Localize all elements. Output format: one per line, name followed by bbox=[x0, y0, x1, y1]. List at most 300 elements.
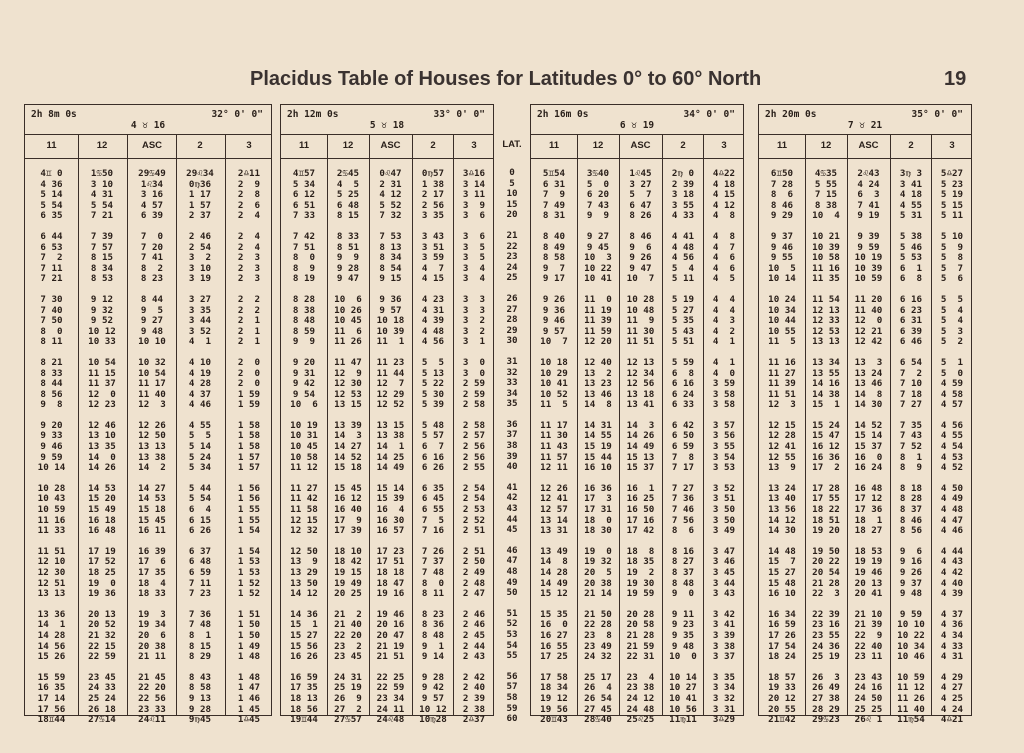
row-group bbox=[531, 169, 743, 222]
table-cell: 16 26 bbox=[290, 651, 318, 663]
table-cell: 1 53 bbox=[237, 567, 261, 578]
table-cell: 17 36 bbox=[854, 504, 883, 516]
table-cell: 11 58 bbox=[290, 504, 318, 516]
table-cell: 6 31 bbox=[899, 315, 923, 327]
table-cell: 3 43 bbox=[421, 230, 445, 242]
table-cell: 6 48 bbox=[188, 556, 212, 568]
table-cell: 5 8 bbox=[940, 252, 964, 264]
midheaven-sign: 7 ♉ 21 bbox=[847, 120, 883, 131]
table-cell: 4 5 bbox=[712, 273, 736, 285]
latitude-value: 46 bbox=[506, 544, 518, 556]
table-cell: 21 39 bbox=[854, 619, 883, 631]
table-row bbox=[531, 652, 743, 663]
table-cell: 5 19 bbox=[940, 189, 964, 201]
table-cell: 9 47 bbox=[629, 262, 652, 274]
table-cell: 26 54 bbox=[584, 692, 612, 704]
table-cell: 6 8 bbox=[671, 367, 695, 379]
table-cell: 9 26 bbox=[629, 252, 652, 264]
table-cell: 14 8 bbox=[584, 399, 612, 411]
table-cell: 16 27 bbox=[540, 629, 568, 641]
table-cell: 16 55 bbox=[540, 640, 568, 652]
table-cell: 16 57 bbox=[376, 525, 405, 537]
table-cell: 17 31 bbox=[584, 504, 612, 516]
table-cell: 12 50 bbox=[290, 545, 318, 557]
table-cell: 2 59 bbox=[462, 388, 486, 400]
table-row bbox=[759, 232, 971, 243]
table-cell: 13 56 bbox=[768, 504, 796, 516]
table-cell: 2 50 bbox=[462, 556, 486, 568]
table-row bbox=[281, 274, 493, 285]
table-row bbox=[25, 274, 271, 285]
table-cell: 17 35 bbox=[138, 567, 166, 578]
table-cell: 4 36 bbox=[940, 619, 964, 631]
table-cell: 8 15 bbox=[188, 640, 212, 652]
table-row bbox=[281, 169, 493, 180]
table-cell: 27 38 bbox=[812, 692, 840, 704]
table-cell: 7 51 bbox=[292, 241, 316, 253]
latitude-value: 30 bbox=[506, 335, 518, 347]
table-cell: 5♎27 bbox=[940, 168, 964, 179]
table-cell: 23 45 bbox=[334, 651, 362, 663]
table-cell: 11 54 bbox=[812, 293, 840, 305]
table-cell: 9 13 bbox=[188, 692, 212, 704]
table-cell: 14 49 bbox=[376, 462, 405, 474]
table-cell: 1 52 bbox=[237, 577, 261, 589]
table-cell: 8 49 bbox=[542, 241, 566, 253]
table-cell: 18 25 bbox=[88, 567, 116, 578]
table-cell: 17 56 bbox=[37, 703, 66, 715]
table-cell: 3 9 bbox=[462, 199, 486, 211]
table-cell: 14 28 bbox=[540, 567, 568, 578]
table-cell: 10 41 bbox=[584, 273, 612, 285]
table-cell: 20 38 bbox=[138, 640, 166, 652]
table-cell: 8 48 bbox=[292, 315, 316, 327]
table-cell: 10 12 bbox=[419, 703, 447, 715]
table-cell: 15 45 bbox=[138, 514, 166, 526]
latitude-value: 40 bbox=[506, 461, 518, 473]
table-cell: 2 44 bbox=[462, 640, 486, 652]
table-cell: 9 46 bbox=[770, 241, 794, 253]
column-header-row bbox=[281, 134, 493, 159]
row-group bbox=[531, 547, 743, 600]
table-cell: 8 58 bbox=[542, 252, 566, 264]
table-cell: 5 0 bbox=[940, 367, 964, 379]
table-cell: 2 46 bbox=[462, 619, 486, 631]
table-cell: 9 7 bbox=[542, 262, 566, 274]
table-cell: 12 10 bbox=[37, 556, 66, 568]
table-cell: 2 51 bbox=[462, 545, 486, 557]
table-cell: 12 53 bbox=[334, 388, 362, 400]
table-cell: 5 23 bbox=[940, 178, 964, 190]
table-cell: 11 37 bbox=[88, 378, 116, 390]
table-cell: 20 5 bbox=[584, 567, 612, 578]
table-cell: 10 58 bbox=[290, 451, 318, 463]
table-cell: 4 23 bbox=[421, 293, 445, 305]
table-cell: 15 19 bbox=[584, 441, 612, 453]
table-cell: 18 57 bbox=[768, 671, 796, 683]
table-cell: 10 59 bbox=[897, 671, 925, 683]
table-cell: 5 43 bbox=[671, 325, 695, 337]
table-cell: 2 39 bbox=[671, 178, 695, 190]
table-cell: 6 35 bbox=[40, 210, 63, 222]
table-cell: 16 4 bbox=[376, 504, 405, 516]
table-cell: 2 53 bbox=[462, 504, 486, 516]
column-header: 2 bbox=[908, 140, 914, 151]
table-cell: 21 28 bbox=[626, 629, 655, 641]
table-cell: 5 7 bbox=[629, 189, 652, 201]
table-cell: 17 25 bbox=[540, 651, 568, 663]
table-cell: 11 12 bbox=[897, 682, 925, 694]
table-cell: 4 44 bbox=[940, 545, 964, 557]
table-cell: 23 33 bbox=[138, 703, 166, 715]
table-cell: 7 8 bbox=[671, 451, 695, 463]
table-cell: 13 49 bbox=[540, 545, 568, 557]
table-cell: 2 3 bbox=[237, 262, 261, 274]
table-cell: 9 57 bbox=[542, 325, 566, 337]
table-cell: 8 9 bbox=[292, 262, 316, 274]
table-cell: 12 41 bbox=[540, 493, 568, 505]
table-cell: 14 26 bbox=[88, 462, 116, 474]
table-row bbox=[759, 211, 971, 222]
table-cell: 16 18 bbox=[88, 514, 116, 526]
table-cell: 5 15 bbox=[940, 199, 964, 211]
table-cell: 7 20 bbox=[140, 241, 164, 253]
table-cell: 15 27 bbox=[768, 567, 796, 578]
table-cell: 4 48 bbox=[671, 241, 695, 253]
table-cell: 11 39 bbox=[584, 315, 612, 327]
table-cell: 12 46 bbox=[88, 419, 116, 431]
table-cell: 9 9 bbox=[586, 210, 610, 222]
table-cell: 11 27 bbox=[290, 482, 318, 494]
table-cell: 2 54 bbox=[462, 493, 486, 505]
table-cell: 4 19 bbox=[188, 367, 212, 379]
table-cell: 7 49 bbox=[542, 199, 566, 211]
table-cell: 4♋35 bbox=[814, 168, 838, 179]
table-cell: 13 13 bbox=[138, 441, 166, 453]
table-cell: 9 48 bbox=[140, 325, 164, 337]
table-cell: 19 20 bbox=[812, 525, 840, 537]
table-cell: 17 6 bbox=[138, 556, 166, 568]
table-cell: 10 10 bbox=[138, 336, 166, 348]
table-cell: 16 48 bbox=[88, 525, 116, 537]
table-cell: 8 31 bbox=[542, 210, 566, 222]
table-cell: 11 5 bbox=[540, 399, 568, 411]
table-body bbox=[25, 159, 271, 726]
table-cell: 22 9 bbox=[854, 629, 883, 641]
table-cell: 19 16 bbox=[376, 588, 405, 600]
table-cell: 5 7 bbox=[940, 262, 964, 274]
table-cell: 10 4 bbox=[812, 210, 840, 222]
table-cell: 9 59 bbox=[857, 241, 880, 253]
table-cell: 10 14 bbox=[37, 462, 66, 474]
table-row bbox=[531, 568, 743, 579]
table-cell: 4 12 bbox=[379, 189, 402, 201]
table-cell: 9 27 bbox=[140, 315, 164, 327]
latitude-group bbox=[494, 420, 530, 473]
table-cell: 16 12 bbox=[812, 441, 840, 453]
table-cell: 23 34 bbox=[376, 692, 405, 704]
row-group bbox=[531, 484, 743, 537]
table-cell: 2 4 bbox=[237, 230, 261, 242]
table-cell: 3 43 bbox=[712, 588, 736, 600]
table-cell: 22 15 bbox=[88, 640, 116, 652]
table-cell: 16 1 bbox=[626, 482, 655, 494]
table-cell: 4 55 bbox=[940, 430, 964, 442]
table-cell: 12 50 bbox=[138, 430, 166, 442]
table-cell: 10 14 bbox=[669, 671, 697, 683]
table-cell: 5 5 bbox=[421, 356, 445, 368]
table-cell: 11 43 bbox=[540, 441, 568, 453]
table-cell: 9 29 bbox=[770, 210, 794, 222]
table-cell: 19 36 bbox=[88, 588, 116, 600]
latitude-column bbox=[494, 104, 530, 725]
table-cell: 12 57 bbox=[540, 504, 568, 516]
table-cell: 16 11 bbox=[138, 525, 166, 537]
table-cell: 5 14 bbox=[188, 441, 212, 453]
table-cell: 17 42 bbox=[626, 525, 655, 537]
table-cell: 8 43 bbox=[188, 671, 212, 683]
table-cell: 6 16 bbox=[421, 451, 445, 463]
table-cell: 11 30 bbox=[540, 430, 568, 442]
table-cell: 4 2 bbox=[712, 325, 736, 337]
table-cell: 13 14 bbox=[540, 514, 568, 526]
table-cell: 4 29 bbox=[940, 671, 964, 683]
table-cell: 4 57 bbox=[940, 399, 964, 411]
table-row bbox=[531, 274, 743, 285]
table-cell: 11 0 bbox=[584, 293, 612, 305]
table-cell: 9 9 bbox=[292, 336, 316, 348]
table-cell: 12 30 bbox=[37, 567, 66, 578]
table-cell: 23 11 bbox=[854, 651, 883, 663]
row-group bbox=[759, 421, 971, 474]
table-cell: 7 27 bbox=[899, 399, 923, 411]
table-cell: 10 6 bbox=[334, 293, 362, 305]
row-group bbox=[759, 484, 971, 537]
table-cell: 8 37 bbox=[899, 504, 923, 516]
table-cell: 2 8 bbox=[237, 189, 261, 201]
table-cell: 19 15 bbox=[334, 567, 362, 578]
row-group bbox=[281, 358, 493, 411]
table-cell: 4 37 bbox=[188, 388, 212, 400]
table-cell: 4 15 bbox=[421, 273, 445, 285]
table-cell: 11 5 bbox=[768, 336, 796, 348]
table-cell: 2 47 bbox=[462, 588, 486, 600]
table-cell: 12 15 bbox=[290, 514, 318, 526]
column-header: 3 bbox=[471, 140, 477, 151]
table-cell: 2♋45 bbox=[336, 168, 360, 179]
latitude-group bbox=[494, 546, 530, 599]
table-cell: 16 36 bbox=[812, 451, 840, 463]
table-cell: 9 8 bbox=[40, 399, 63, 411]
table-cell: 6 3 bbox=[857, 189, 880, 201]
row-group bbox=[531, 358, 743, 411]
table-cell: 8 58 bbox=[188, 682, 212, 694]
table-cell: 6 7 bbox=[421, 441, 445, 453]
table-cell: 6 53 bbox=[40, 241, 63, 253]
table-cell: 2♎37 bbox=[462, 714, 486, 726]
table-cell: 16 40 bbox=[334, 504, 362, 516]
table-cell: 8 1 bbox=[188, 629, 212, 641]
table-cell: 5 55 bbox=[814, 178, 838, 190]
table-cell: 12 32 bbox=[290, 525, 318, 537]
table-cell: 26 4 bbox=[584, 682, 612, 694]
table-cell: 10 28 bbox=[626, 293, 655, 305]
table-cell: 23 4 bbox=[626, 671, 655, 683]
table-cell: 7 40 bbox=[40, 304, 63, 316]
table-cell: 9 59 bbox=[40, 451, 63, 463]
row-group bbox=[531, 421, 743, 474]
table-cell: 9 48 bbox=[899, 588, 923, 600]
table-cell: 15 49 bbox=[88, 504, 116, 516]
table-cell: 7 41 bbox=[857, 199, 880, 211]
table-cell: 3 59 bbox=[421, 252, 445, 264]
table-cell: 8 19 bbox=[292, 273, 316, 285]
table-cell: 3♎16 bbox=[462, 168, 486, 179]
table-cell: 3 2 bbox=[462, 315, 486, 327]
table-cell: 20 52 bbox=[88, 619, 116, 631]
row-group bbox=[531, 673, 743, 726]
table-cell: 8 11 bbox=[421, 588, 445, 600]
table-cell: 10♍28 bbox=[419, 714, 447, 726]
table-cell: 7 15 bbox=[814, 189, 838, 201]
table-cell: 16 48 bbox=[854, 482, 883, 494]
table-cell: 9 33 bbox=[40, 430, 63, 442]
table-cell: 15 45 bbox=[334, 482, 362, 494]
latitude-value: 48 bbox=[506, 566, 518, 577]
table-cell: 4 56 bbox=[421, 336, 445, 348]
table-cell: 2 54 bbox=[188, 241, 212, 253]
table-cell: 11♍11 bbox=[669, 714, 697, 726]
table-cell: 12 34 bbox=[626, 367, 655, 379]
table-cell: 3 34 bbox=[712, 682, 736, 694]
table-cell: 23 2 bbox=[334, 640, 362, 652]
table-body bbox=[531, 159, 743, 726]
table-cell: 9 35 bbox=[671, 629, 695, 641]
table-cell: 15 18 bbox=[334, 462, 362, 474]
table-cell: 17 26 bbox=[768, 629, 796, 641]
table-cell: 15 7 bbox=[768, 556, 796, 568]
table-cell: 10 58 bbox=[812, 252, 840, 264]
table-cell: 4 39 bbox=[940, 588, 964, 600]
table-cell: 8 38 bbox=[292, 304, 316, 316]
table-cell: 7 28 bbox=[770, 178, 794, 190]
table-row bbox=[759, 715, 971, 726]
table-cell: 13 9 bbox=[768, 462, 796, 474]
table-cell: 4 49 bbox=[940, 493, 964, 505]
table-cell: 19 12 bbox=[540, 692, 568, 704]
table-cell: 2♍ 0 bbox=[671, 168, 695, 179]
table-cell: 10 59 bbox=[37, 504, 66, 516]
table-cell: 7 2 bbox=[40, 252, 63, 264]
table-cell: 14 31 bbox=[584, 419, 612, 431]
row-group bbox=[25, 673, 271, 726]
table-cell: 11 39 bbox=[768, 378, 796, 390]
table-cell: 4 36 bbox=[40, 178, 63, 190]
table-cell: 18 22 bbox=[812, 504, 840, 516]
row-group bbox=[759, 358, 971, 411]
latitude-value: 39 bbox=[506, 450, 518, 462]
table-row bbox=[531, 169, 743, 180]
table-cell: 7 52 bbox=[899, 441, 923, 453]
table-cell: 1 57 bbox=[188, 199, 212, 211]
table-cell: 4 39 bbox=[421, 315, 445, 327]
table-row bbox=[531, 631, 743, 642]
table-cell: 1 59 bbox=[237, 388, 261, 400]
table-cell: 3 41 bbox=[712, 619, 736, 631]
table-row bbox=[25, 631, 271, 642]
table-cell: 26♌ 1 bbox=[854, 714, 883, 726]
column-header: 12 bbox=[96, 140, 108, 151]
table-cell: 5 4 bbox=[940, 315, 964, 327]
table-row bbox=[281, 631, 493, 642]
table-cell: 21 11 bbox=[138, 651, 166, 663]
panel-header bbox=[759, 105, 971, 135]
table-cell: 10 45 bbox=[334, 315, 362, 327]
row-group bbox=[281, 169, 493, 222]
table-cell: 1♌45 bbox=[629, 168, 652, 179]
table-cell: 9 6 bbox=[629, 241, 652, 253]
table-row bbox=[759, 694, 971, 705]
table-row bbox=[281, 715, 493, 726]
latitude-value: 37 bbox=[506, 429, 518, 441]
table-cell: 10 46 bbox=[897, 651, 925, 663]
table-cell: 4 41 bbox=[671, 230, 695, 242]
table-cell: 10 32 bbox=[138, 356, 166, 368]
table-cell: 8 33 bbox=[336, 230, 360, 242]
table-cell: 9 46 bbox=[40, 441, 63, 453]
table-cell: 10 41 bbox=[540, 378, 568, 390]
table-row bbox=[759, 274, 971, 285]
table-cell: 8 11 bbox=[40, 336, 63, 348]
table-cell: 2 4 bbox=[237, 210, 261, 222]
table-cell: 12 9 bbox=[334, 367, 362, 379]
table-cell: 5 3 bbox=[940, 325, 964, 337]
column-header-row bbox=[759, 134, 971, 159]
table-cell: 13 46 bbox=[854, 378, 883, 390]
table-cell: 5 27 bbox=[671, 304, 695, 316]
table-cell: 13 24 bbox=[854, 367, 883, 379]
house-table-2h20m bbox=[758, 104, 972, 726]
table-cell: 11 16 bbox=[812, 262, 840, 274]
table-row bbox=[759, 568, 971, 579]
table-cell: 10 14 bbox=[768, 273, 796, 285]
table-cell: 10 41 bbox=[669, 692, 697, 704]
table-cell: 1 54 bbox=[237, 525, 261, 537]
table-cell: 6 35 bbox=[421, 482, 445, 494]
table-cell: 2 2 bbox=[237, 304, 261, 316]
table-cell: 8 59 bbox=[292, 325, 316, 337]
table-cell: 6 33 bbox=[671, 399, 695, 411]
table-cell: 23 38 bbox=[626, 682, 655, 694]
table-cell: 9 45 bbox=[586, 241, 610, 253]
column-header: 11 bbox=[548, 140, 560, 151]
table-cell: 2 54 bbox=[462, 482, 486, 494]
panel-header bbox=[531, 105, 743, 135]
table-cell: 7 18 bbox=[899, 388, 923, 400]
latitude-value: 0 bbox=[509, 167, 515, 178]
table-cell: 2 58 bbox=[462, 399, 486, 411]
table-row bbox=[281, 295, 493, 306]
table-cell: 8 23 bbox=[140, 273, 164, 285]
table-cell: 12 30 bbox=[334, 378, 362, 390]
table-cell: 3 0 bbox=[462, 356, 486, 368]
table-cell: 14 55 bbox=[584, 430, 612, 442]
table-cell: 6 12 bbox=[292, 189, 316, 201]
table-cell: 2 17 bbox=[421, 189, 445, 201]
latitude-value: 32 bbox=[506, 366, 518, 378]
table-cell: 5 13 bbox=[421, 367, 445, 379]
table-cell: 6 48 bbox=[336, 199, 360, 211]
